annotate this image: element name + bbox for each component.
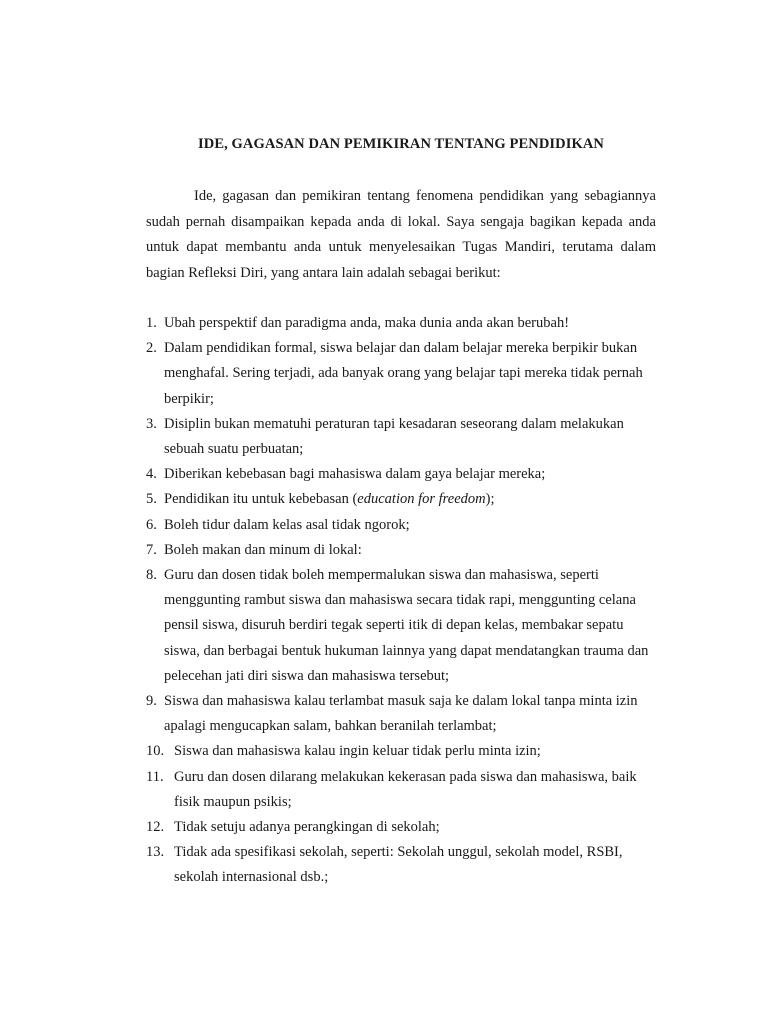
- list-item-text: Tidak ada spesifikasi sekolah, seperti: Sekolah unggul, sekolah model, RSBI, sekolah internasional dsb.;: [174, 844, 623, 886]
- list-item: [146, 513, 661, 538]
- list-item-text: Guru dan dosen dilarang melakukan kekerasan pada siswa dan mahasiswa, baik fisik maupun psikis;: [174, 768, 637, 810]
- list-item-text: [164, 487, 661, 512]
- list-item-text: Disiplin bukan mematuhi peraturan tapi kesadaran seseorang dalam melakukan sebuah suatu perbuatan;: [164, 415, 624, 458]
- list-item-number: 4.: [146, 466, 157, 483]
- list-item: [146, 311, 661, 336]
- list-item: [146, 462, 661, 487]
- list-item-number: 11.: [146, 768, 164, 785]
- list-item-text: Dalam pendidikan formal, siswa belajar dan dalam belajar mereka berpikir bukan menghafal. Sering terjadi, ada banyak orang yang belajar tapi mereka tidak pernah berpikir;: [164, 340, 643, 407]
- list-item-number: 8.: [146, 567, 157, 584]
- list-item-number: 1.: [146, 315, 157, 331]
- intro-paragraph: Ide, gagasan dan pemikiran tentang fenomena pendidikan yang sebagiannya sudah pernah disampaikan kepada anda di lokal. Saya sengaja bagikan kepada anda untuk dapat membantu anda untuk menyelesaikan Tugas Mandiri, terutama dalam bagian Refleksi Diri, yang antara lain adalah sebagai berikut:: [146, 188, 656, 281]
- list-item-text-before: Pendidikan itu untuk kebebasan (: [164, 491, 358, 508]
- list-item-text: Siswa dan mahasiswa kalau terlambat masuk saja ke dalam lokal tanpa minta izin apalagi mengucapkan salam, bahkan beranilah terlambat;: [164, 693, 638, 735]
- list-item: [146, 487, 661, 512]
- list-item-number: 10.: [146, 743, 165, 760]
- list-item-text-italic: education for freedom: [357, 491, 486, 508]
- list-item-number: 5.: [146, 491, 157, 508]
- list-item-number: 7.: [146, 541, 157, 558]
- list-item: [146, 689, 661, 739]
- list-item: [146, 563, 661, 689]
- list-item-text: Diberikan kebebasan bagi mahasiswa dalam gaya belajar mereka;: [164, 466, 546, 483]
- list-item: [146, 815, 661, 840]
- document-title: IDE, GAGASAN DAN PEMIKIRAN TENTANG PENDIDIKAN: [198, 136, 604, 152]
- list-item-number: 12.: [146, 819, 165, 836]
- list-item: [146, 739, 661, 764]
- list-item: [146, 538, 661, 563]
- list-item-number: 9.: [146, 693, 157, 710]
- list-item-number: 13.: [146, 844, 165, 861]
- list-item-number: 6.: [146, 516, 157, 533]
- list-item-text: Tidak setuju adanya perangkingan di sekolah;: [174, 819, 440, 836]
- list-item-text-after: );: [485, 491, 495, 508]
- list-item: [146, 840, 661, 890]
- list-item-text: Boleh tidur dalam kelas asal tidak ngorok;: [164, 516, 410, 533]
- list-item-text: Guru dan dosen tidak boleh mempermalukan siswa dan mahasiswa, seperti menggunting rambut siswa dan mahasiswa secara tidak rapi, menggunting celana pensil siswa, disuruh berdiri tegak seperti itik di depan kelas, membakar sepatu siswa, dan berbagai bentuk hukuman lainnya yang dapat mendatangkan trauma dan pelecehan jati diri siswa dan mahasiswa tersebut;: [164, 567, 649, 684]
- list-item: [146, 412, 661, 462]
- list-item-text: Ubah perspektif dan paradigma anda, maka dunia anda akan berubah!: [164, 315, 570, 331]
- list-item-text: Boleh makan dan minum di lokal:: [164, 541, 362, 558]
- list-item: [146, 336, 661, 412]
- list-item-text: Siswa dan mahasiswa kalau ingin keluar tidak perlu minta izin;: [174, 743, 541, 760]
- numbered-list: [146, 311, 661, 891]
- list-item-number: 2.: [146, 340, 157, 357]
- list-item-number: 3.: [146, 415, 157, 432]
- list-item: [146, 765, 661, 815]
